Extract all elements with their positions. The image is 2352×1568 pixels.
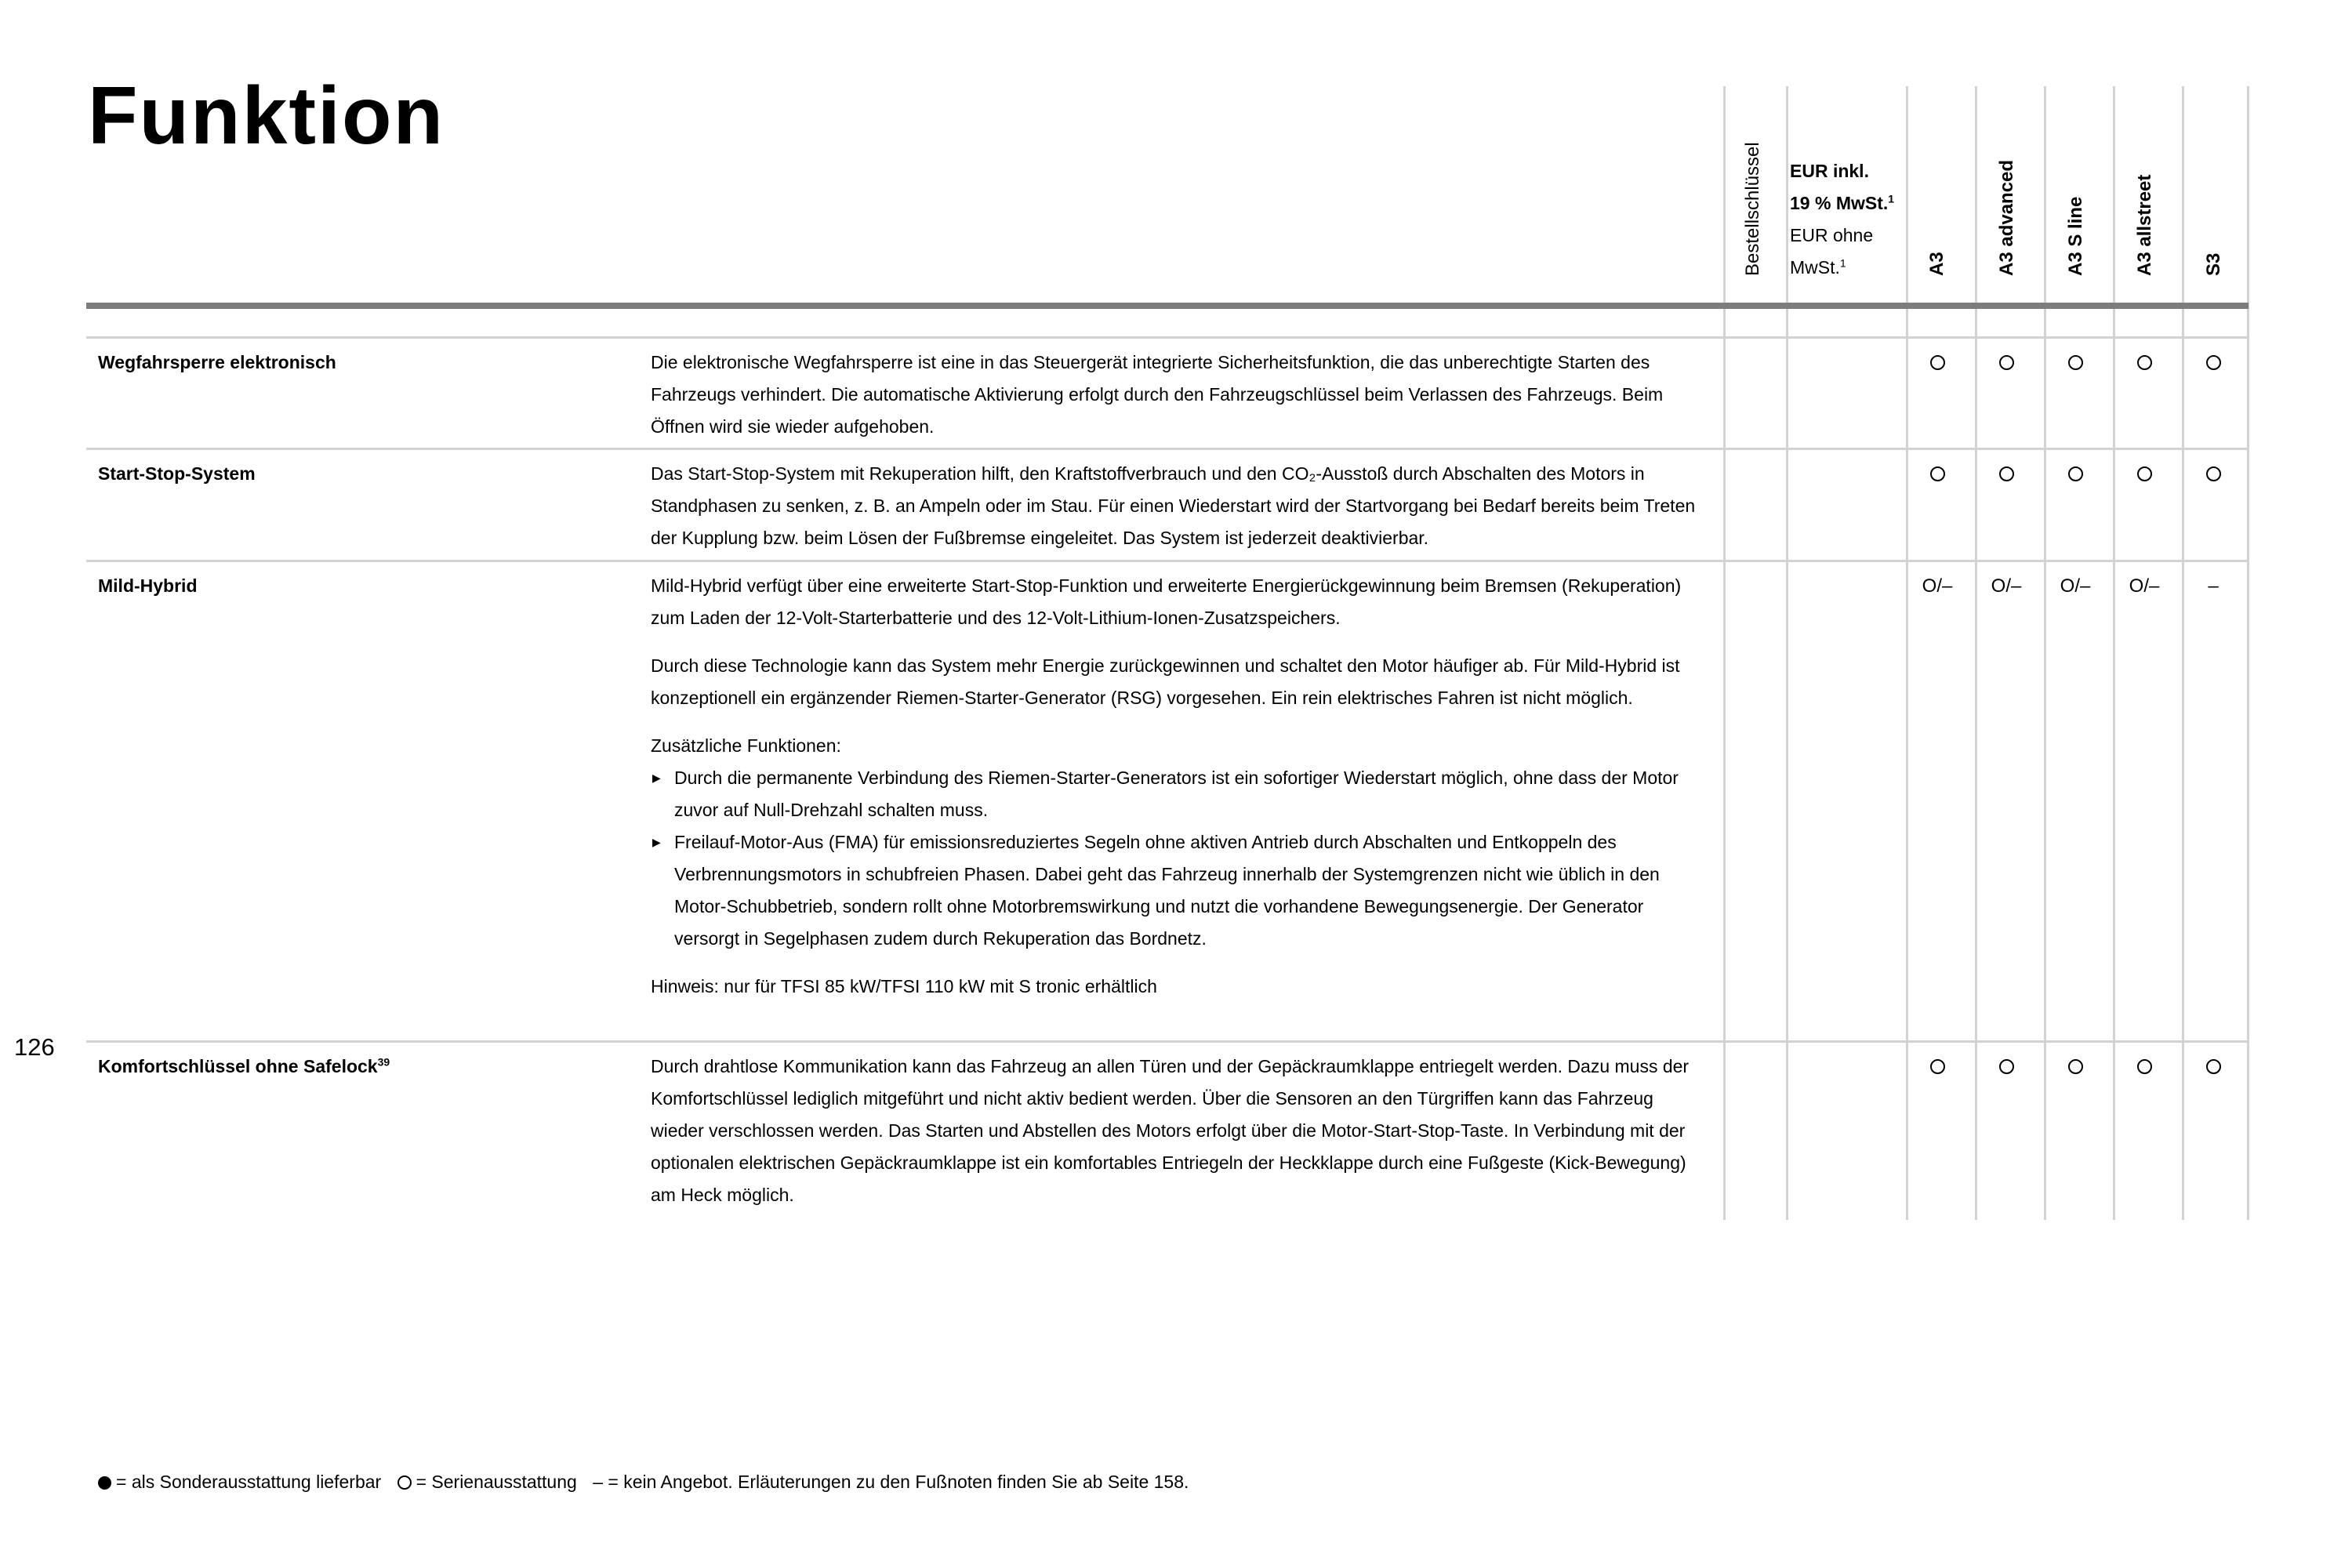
description-paragraph: Durch drahtlose Kommunikation kann das Fahrzeug an allen Türen und der Gepäckraumklappe entriegelt werden. Dazu muss der Komfortschlüssel lediglich mitgeführt und nicht aktiv bedient werden. Über die Sensoren an den Türgriffen kann das Fahrzeug wieder verschlossen werden. Das Starten und Abstellen des Motors erfolgt über die Motor-Start-Stop-Taste. In Verbindung mit der optionalen elektrischen Gepäckraumklappe ist ein komfortables Entriegeln der Heckklappe durch eine Fußgeste (Kick-Bewegung) am Heck möglich. — [651, 1056, 1690, 1205]
availability-a3-advanced — [1972, 347, 2041, 379]
row-divider — [86, 1040, 2249, 1043]
price-footnote: 1 — [1839, 256, 1846, 270]
feature-name-mild-hybrid: Mild-Hybrid — [98, 575, 198, 596]
availability-s3 — [2179, 458, 2248, 490]
description-paragraph: Das Start-Stop-System mit Rekuperation hilft, den Kraftstoffverbrauch und den CO₂-Ausstoß durch Abschalten des Motors in Standphasen zu senken, z. B. an Ampeln oder im Stau. Für einen Wiederstart wird der Startvorgang bei Bedarf bereits beim Treten der Kupplung bzw. beim Lösen der Fußbremse eingeleitet. Das System ist jederzeit deaktivierbar. — [651, 463, 1696, 548]
price-incl-label: EUR inkl. — [1790, 161, 1869, 181]
page-title: Funktion — [88, 71, 445, 162]
availability-a3-advanced: O/– — [1991, 575, 2022, 597]
availability-a3-s-line — [2041, 1051, 2110, 1083]
feature-footnote: 39 — [377, 1055, 390, 1069]
feature-description-komfortschluessel — [651, 1051, 1705, 1211]
standard-circle-icon — [2206, 1059, 2221, 1074]
availability-a3-advanced — [1972, 1051, 2041, 1083]
price-footnote: 1 — [1888, 192, 1895, 205]
availability-a3: O/– — [1922, 575, 1953, 597]
bullet-list — [651, 762, 1705, 955]
header-rule — [86, 303, 2249, 309]
standard-circle-icon — [1930, 355, 1945, 370]
standard-circle-icon — [2137, 355, 2152, 370]
row-divider — [86, 560, 2249, 562]
availability-s3 — [2179, 1051, 2248, 1083]
description-paragraph: Mild-Hybrid verfügt über eine erweiterte Start-Stop-Funktion und erweiterte Energierückgewinnung beim Bremsen (Rekuperation) zum Laden der 12-Volt-Starterbatterie und des 12-Volt-Lithium-Ionen-Zusatzspeichers. — [651, 575, 1682, 628]
price-excl-tax: MwSt. — [1790, 257, 1840, 278]
column-header-trim-a3-allstreet: A3 allstreet — [2134, 174, 2155, 276]
optional-dot-icon — [98, 1476, 111, 1490]
column-header-order-key: Bestellschlüssel — [1742, 142, 1763, 276]
feature-name-start-stop: Start-Stop-System — [98, 463, 256, 484]
extra-functions-heading: Zusätzliche Funktionen: — [651, 735, 841, 756]
availability-a3 — [1903, 347, 1972, 379]
availability-a3-allstreet — [2110, 347, 2179, 379]
legend-standard: = Serienausstattung — [416, 1472, 577, 1492]
column-header-trim-a3-s-line: A3 S line — [2065, 196, 2086, 276]
standard-circle-icon — [2206, 466, 2221, 481]
list-item: ▶ Freilauf-Motor-Aus (FMA) für emissionsreduziertes Segeln ohne aktiven Antrieb durch Abschalten und Entkoppeln des Verbrennungsmotors in schubfreien Phasen. Dabei geht das Fahrzeug innerhalb der Systemgrenzen nicht wie üblich in den Motor-Schubbetrieb, sondern rollt ohne Motorbremswirkung und nutzt die vorhandene Bewegungsenergie. Der Generator versorgt in Segelphasen zudem durch Rekuperation das Bordnetz. — [651, 826, 1705, 955]
feature-name-komfortschluessel — [98, 1051, 390, 1083]
standard-circle-icon — [397, 1475, 412, 1490]
availability-a3 — [1903, 458, 1972, 490]
row-divider — [86, 336, 2249, 339]
availability-a3-s-line — [2041, 347, 2110, 379]
price-incl-tax: 19 % MwSt. — [1790, 193, 1889, 213]
legend-optional: = als Sonderausstattung lieferbar — [116, 1472, 382, 1492]
standard-circle-icon — [1999, 466, 2014, 481]
description-paragraph: Die elektronische Wegfahrsperre ist eine in das Steuergerät integrierte Sicherheitsfunktion, die das unberechtigte Starten des Fahrzeugs verhindert. Die automatische Aktivierung erfolgt durch den Fahrzeugschlüssel beim Verlassen des Fahrzeugs. Beim Öffnen wird sie wieder aufgehoben. — [651, 352, 1664, 437]
list-item: ▶ Durch die permanente Verbindung des Riemen-Starter-Generators ist ein sofortiger Wiederstart möglich, ohne dass der Motor zuvor auf Null-Drehzahl schalten muss. — [651, 762, 1705, 826]
feature-name-text: Komfortschlüssel ohne Safelock — [98, 1056, 378, 1076]
legend — [98, 1466, 1189, 1498]
availability-a3 — [1903, 1051, 1972, 1083]
standard-circle-icon — [2206, 355, 2221, 370]
standard-circle-icon — [2137, 466, 2152, 481]
standard-circle-icon — [1999, 1059, 2014, 1074]
legend-none: – = kein Angebot. Erläuterungen zu den Fußnoten finden Sie ab Seite 158. — [593, 1472, 1189, 1492]
feature-description-mild-hybrid — [651, 570, 1705, 1003]
standard-circle-icon — [1930, 1059, 1945, 1074]
availability-a3-s-line: O/– — [2060, 575, 2091, 597]
availability-s3: – — [2208, 575, 2219, 597]
row-divider — [86, 448, 2249, 450]
page-number: 126 — [14, 1033, 55, 1061]
availability-a3-advanced — [1972, 458, 2041, 490]
availability-a3-allstreet — [2110, 1051, 2179, 1083]
availability-s3 — [2179, 347, 2248, 379]
standard-circle-icon — [1999, 355, 2014, 370]
standard-circle-icon — [2068, 355, 2083, 370]
availability-a3-allstreet — [2110, 458, 2179, 490]
column-header-price — [1790, 155, 1894, 284]
feature-description-wegfahrsperre — [651, 347, 1705, 443]
availability-a3-s-line — [2041, 458, 2110, 490]
availability-a3-allstreet: O/– — [2129, 575, 2160, 597]
feature-description-start-stop — [651, 458, 1705, 554]
column-divider — [1786, 86, 1788, 1220]
column-header-trim-a3: A3 — [1926, 252, 1947, 276]
standard-circle-icon — [2068, 466, 2083, 481]
standard-circle-icon — [2137, 1059, 2152, 1074]
column-header-trim-a3-advanced: A3 advanced — [1996, 159, 2017, 276]
feature-name-wegfahrsperre: Wegfahrsperre elektronisch — [98, 352, 336, 372]
column-divider — [1723, 86, 1726, 1220]
hint-note: Hinweis: nur für TFSI 85 kW/TFSI 110 kW mit S tronic erhältlich — [651, 976, 1157, 996]
standard-circle-icon — [1930, 466, 1945, 481]
price-excl-label: EUR ohne — [1790, 225, 1874, 245]
column-header-trim-s3: S3 — [2203, 252, 2224, 276]
standard-circle-icon — [2068, 1059, 2083, 1074]
description-paragraph: Durch diese Technologie kann das System mehr Energie zurückgewinnen und schaltet den Motor häufiger ab. Für Mild-Hybrid ist konzeptionell ein ergänzender Riemen-Starter-Generator (RSG) vorgesehen. Ein rein elektrisches Fahren ist nicht möglich. — [651, 655, 1680, 708]
